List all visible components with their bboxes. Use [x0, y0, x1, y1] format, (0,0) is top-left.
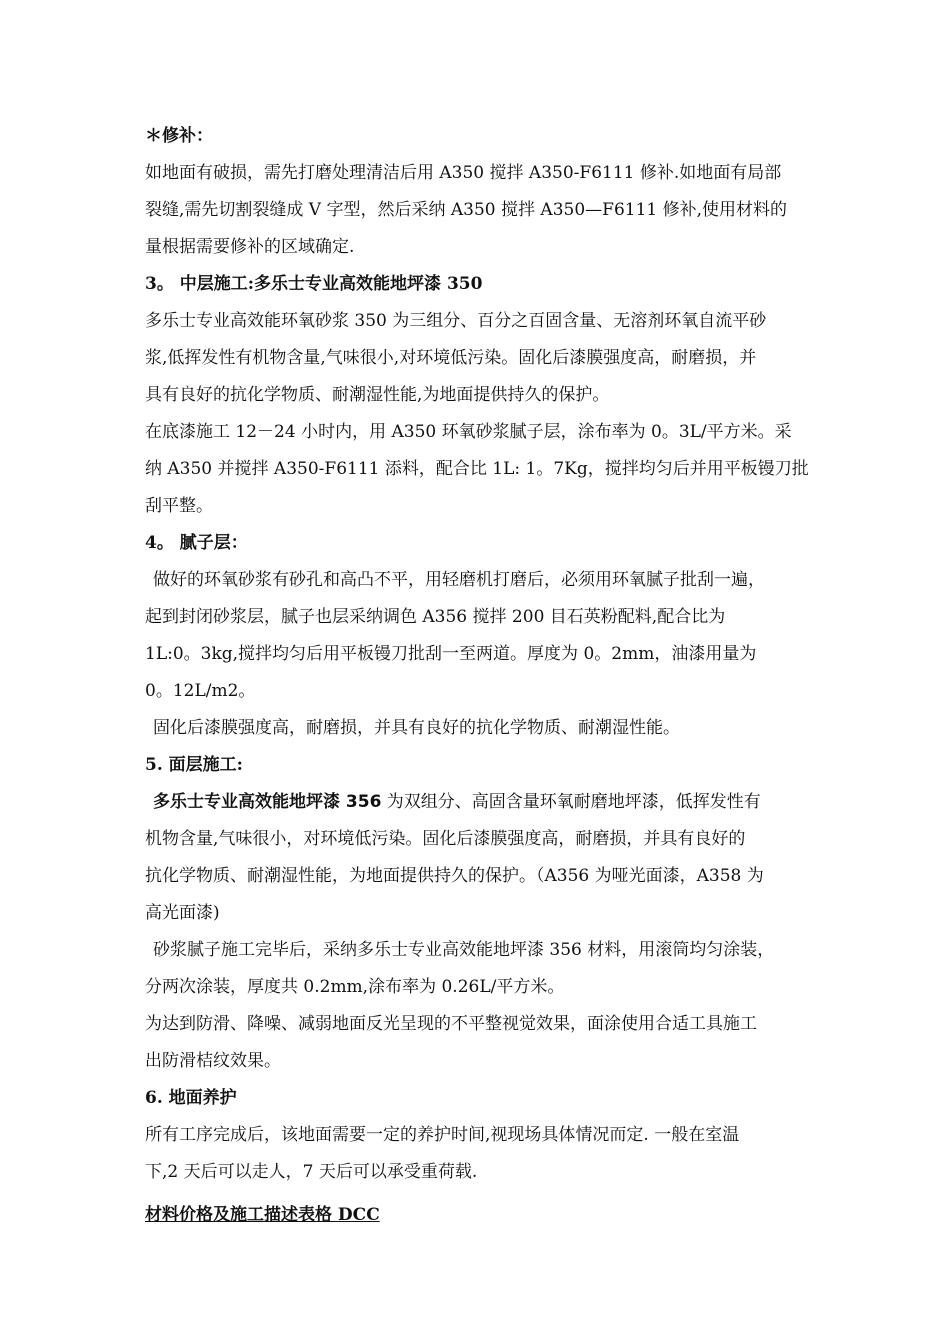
middle-line-4: 在底漆施工 12－24 小时内，用 A350 环氧砂浆腻子层，涂布率为 0。3L/平方米。采	[145, 422, 792, 442]
top-line-5: 砂浆腻子施工完毕后，采纳多乐士专业高效能地坪漆 356 材料，用滚筒均匀涂装，	[153, 940, 775, 960]
top-line-3: 抗化学物质、耐潮湿性能，为地面提供持久的保护。（A356 为哑光面漆，A358 为	[145, 866, 764, 886]
middle-line-5: 纳 A350 并搅拌 A350-F6111 添料，配合比 1L: 1。7Kg，搅拌均匀后并用平板镘刀批	[145, 459, 809, 479]
document-page	[145, 118, 840, 1234]
middle-line-6: 刮平整。	[145, 496, 213, 516]
patch-line-2: 裂缝,需先切割裂缝成 V 字型，然后采纳 A350 搅拌 A350—F6111 修补,使用材料的	[145, 200, 788, 220]
patch-line-3: 量根据需要修补的区域确定.	[145, 237, 355, 257]
table-title	[145, 1197, 840, 1234]
middle-line-1: 多乐士专业高效能环氧砂浆 350 为三组分、百分之百固含量、无溶剂环氧自流平砂	[145, 311, 767, 331]
top-line-4: 高光面漆)	[145, 903, 220, 923]
putty-line-1: 做好的环氧砂浆有砂孔和高凸不平，用轻磨机打磨后，必须用环氧腻子批刮一遍，	[153, 570, 765, 590]
care-heading: 6. 地面养护	[145, 1088, 237, 1108]
top-intro-rest: 为双组分、高固含量环氧耐磨地坪漆，低挥发性有	[381, 792, 761, 812]
top-product-name: 多乐士专业高效能地坪漆 356	[153, 792, 382, 812]
putty-line-2: 起到封闭砂浆层，腻子也层采纳调色 A356 搅拌 200 目石英粉配料,配合比为	[145, 607, 726, 627]
patch-line-1: 如地面有破损，需先打磨处理清洁后用 A350 搅拌 A350-F6111 修补.如地面有局部	[145, 163, 782, 183]
putty-line-3: 1L:0。3kg,搅拌均匀后用平板镘刀批刮一至两道。厚度为 0。2mm，油漆用量为	[145, 644, 757, 664]
care-line-1: 所有工序完成后，该地面需要一定的养护时间,视现场具体情况而定. 一般在室温	[145, 1125, 740, 1145]
top-line-intro	[145, 784, 840, 821]
care-line-2: 下,2 天后可以走人，7 天后可以承受重荷载.	[145, 1162, 478, 1182]
top-layer-heading: 5. 面层施工:	[145, 755, 243, 775]
middle-layer-heading: 3。 中层施工:多乐士专业高效能地坪漆 350	[145, 274, 483, 294]
putty-layer-heading: 4。 腻子层：	[145, 533, 248, 553]
top-line-6: 分两次涂装，厚度共 0.2mm,涂布率为 0.26L/平方米。	[145, 977, 565, 997]
top-line-7: 为达到防滑、降噪、减弱地面反光呈现的不平整视觉效果，面涂使用合适工具施工	[145, 1014, 757, 1034]
putty-line-4: 0。12L/m2。	[145, 681, 256, 701]
patch-heading: ＊修补：	[145, 126, 213, 146]
middle-line-2: 浆,低挥发性有机物含量,气味很小,对环境低污染。固化后漆膜强度高，耐磨损，并	[145, 348, 757, 368]
top-line-2: 机物含量,气味很小，对环境低污染。固化后漆膜强度高，耐磨损，并具有良好的	[145, 829, 746, 849]
putty-line-5: 固化后漆膜强度高，耐磨损，并具有良好的抗化学物质、耐潮湿性能。	[153, 718, 680, 738]
table-title-text: 材料价格及施工描述表格 DCC	[145, 1205, 380, 1225]
middle-line-3: 具有良好的抗化学物质、耐潮湿性能,为地面提供持久的保护。	[145, 385, 610, 405]
top-line-8: 出防滑桔纹效果。	[145, 1051, 281, 1071]
